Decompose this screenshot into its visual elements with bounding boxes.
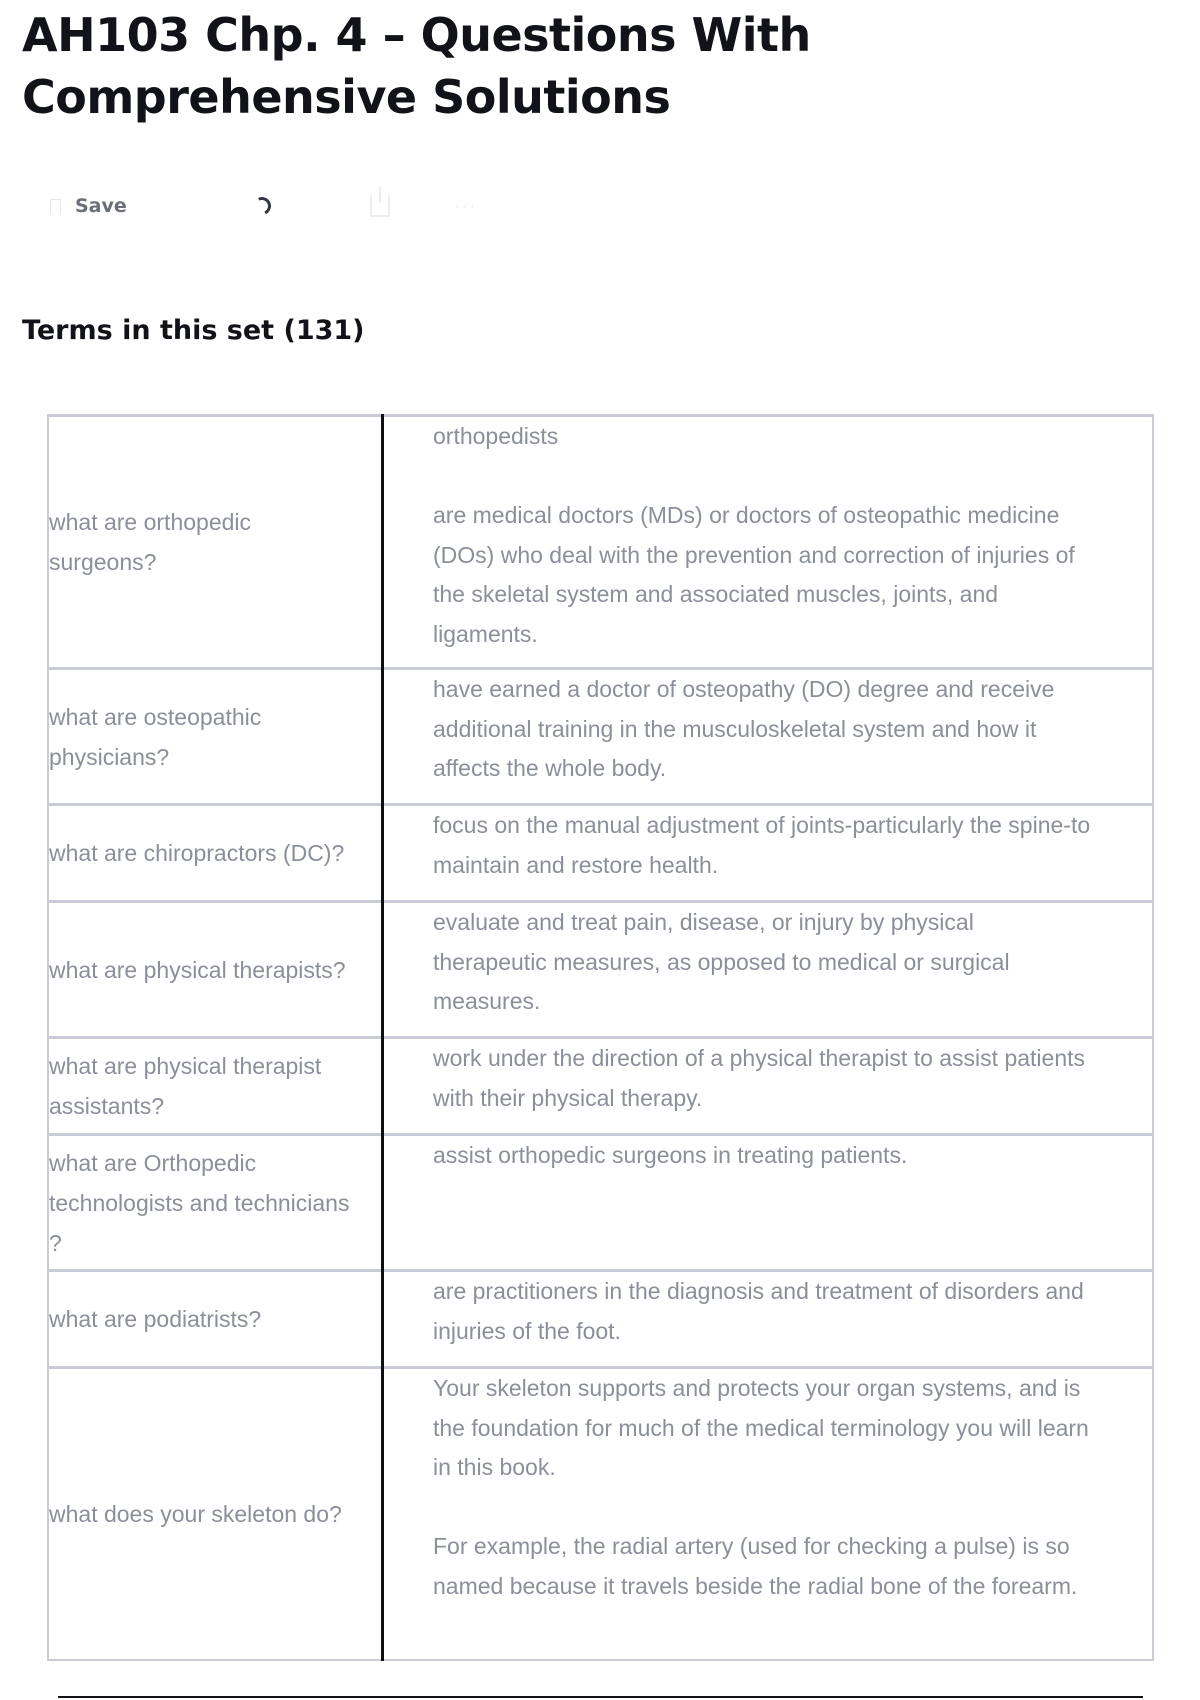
definition-text: focus on the manual adjustment of joints-particularly the spine-to maintain and restore health. [433, 812, 1091, 878]
table-row [48, 902, 1153, 1038]
term-text: what are podiatrists? [49, 1306, 262, 1332]
term-text: what are orthopedic surgeons? [49, 509, 252, 575]
save-label: Save [75, 195, 127, 217]
term-text: what are chiropractors (DC)? [49, 840, 345, 866]
table-row [48, 805, 1153, 902]
definition-text: are practitioners in the diagnosis and treatment of disorders and injuries of the foot. [433, 1278, 1084, 1344]
definition-text: Your skeleton supports and protects your organ systems, and is the foundation for much of the medical terminology you will learn in this book. For example, the radial artery (used for checking a pulse) is so named because it travels beside the radial bone of the forearm. [433, 1375, 1089, 1599]
page-title: AH103 Chp. 4 – Questions With Comprehensive Solutions [22, 8, 811, 124]
definition-text: work under the direction of a physical therapist to assist patients with their physical therapy. [433, 1045, 1086, 1111]
more-icon: ··· [453, 194, 477, 217]
terms-heading: Terms in this set (131) [22, 315, 365, 346]
terms-table [47, 414, 1154, 1661]
bottom-divider [58, 1696, 1143, 1698]
term-cell [48, 669, 383, 805]
term-cell [48, 416, 383, 669]
term-text: what does your skeleton do? [49, 1500, 342, 1527]
spinner-icon [250, 194, 273, 217]
definition-text: evaluate and treat pain, disease, or injury by physical therapeutic measures, as opposed to medical or surgical measures. [433, 909, 1010, 1014]
term-text: what are Orthopedic technologists and technicians ? [49, 1149, 350, 1256]
share-button[interactable] [365, 186, 395, 226]
term-text: what are osteopathic physicians? [49, 703, 262, 770]
more-options-button[interactable] [445, 186, 485, 226]
term-cell [48, 1368, 383, 1660]
table-row [48, 1368, 1153, 1660]
definition-cell [383, 902, 1154, 1038]
save-button[interactable] [50, 186, 127, 226]
term-text: what are physical therapists? [49, 956, 346, 983]
term-cell [48, 902, 383, 1038]
term-cell [48, 1271, 383, 1368]
definition-text: orthopedists are medical doctors (MDs) or doctors of osteopathic medicine (DOs) who deal with the prevention and correction of injuries of the skeletal system and associated muscles, joints, and ligaments. [433, 423, 1075, 647]
definition-cell [383, 1135, 1154, 1271]
definition-cell [383, 1038, 1154, 1135]
bookmark-icon [50, 199, 61, 214]
toolbar [50, 186, 500, 226]
definition-cell [383, 1271, 1154, 1368]
table-row [48, 1271, 1153, 1368]
term-cell [48, 1135, 383, 1271]
share-icon [370, 195, 390, 217]
definition-text: have earned a doctor of osteopathy (DO) degree and receive additional training in the musculoskeletal system and how it affects the whole body. [433, 676, 1055, 781]
term-text: what are physical therapist assistants? [49, 1053, 322, 1119]
term-cell [48, 1038, 383, 1135]
table-row [48, 1038, 1153, 1135]
definition-cell [383, 1368, 1154, 1660]
definition-text: assist orthopedic surgeons in treating patients. [433, 1142, 908, 1168]
table-row [48, 669, 1153, 805]
table-row [48, 1135, 1153, 1271]
definition-cell [383, 669, 1154, 805]
table-row [48, 416, 1153, 669]
definition-cell [383, 416, 1154, 669]
term-cell [48, 805, 383, 902]
definition-cell [383, 805, 1154, 902]
loading-spinner-icon [242, 186, 282, 226]
